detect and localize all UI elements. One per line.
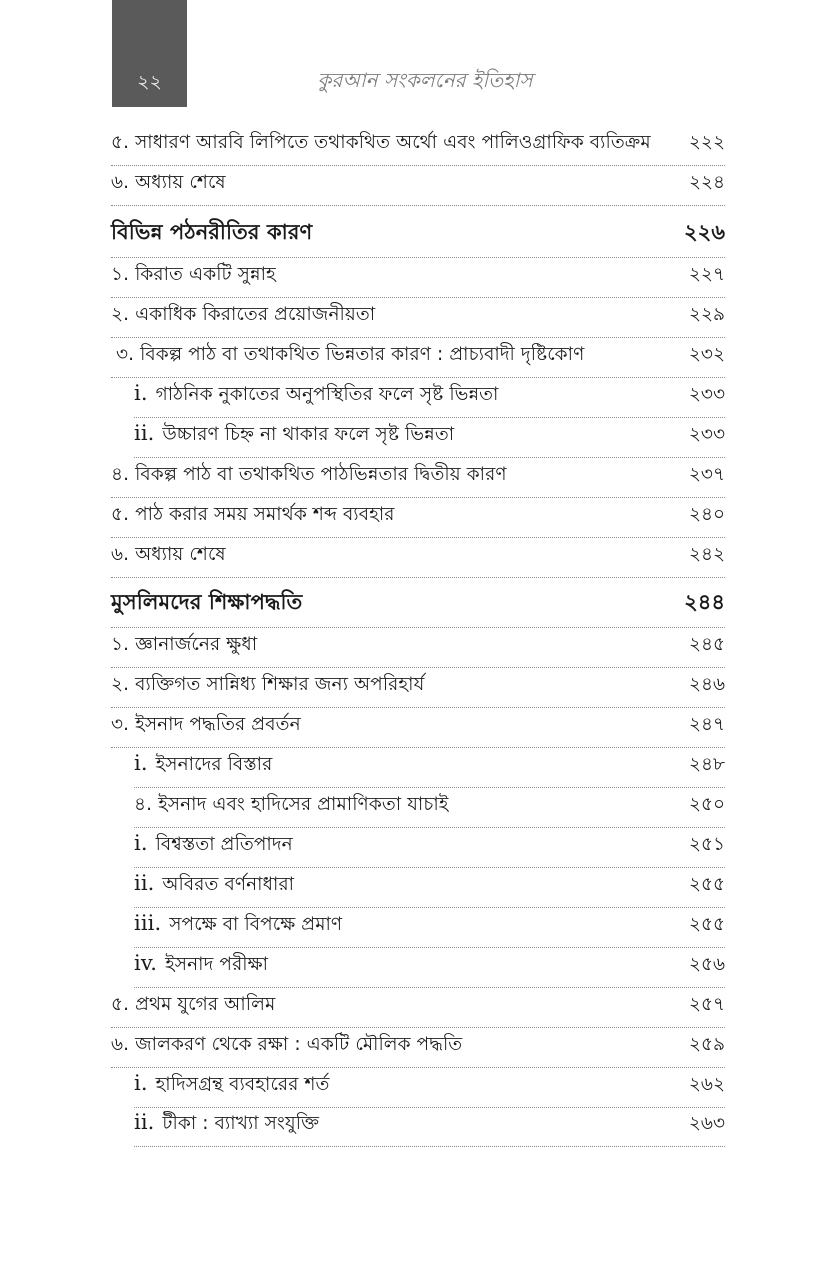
toc-entry[interactable]	[111, 628, 725, 668]
page-number: ২২	[137, 71, 162, 93]
toc-heading-page: ২৪৪	[684, 590, 725, 614]
toc-entry-label: i. বিশ্বস্ততা প্রতিপাদন	[134, 831, 293, 855]
toc-entry-page: ২৪০	[688, 504, 725, 525]
toc-subentry[interactable]	[134, 1107, 725, 1147]
toc-entry-page: ২৫৫	[688, 914, 725, 935]
toc-section-heading[interactable]	[111, 582, 725, 628]
toc-entry-page: ২৪৬	[688, 674, 725, 695]
toc-entry[interactable]	[111, 538, 725, 578]
toc-entry-page: ২৪৭	[688, 714, 725, 735]
page-number-tab	[112, 0, 187, 107]
toc-entry-page: ২৬২	[688, 1074, 725, 1095]
toc-entry[interactable]	[111, 668, 725, 708]
toc-entry[interactable]	[111, 258, 725, 298]
running-title: কুরআন সংকলনের ইতিহাস	[317, 68, 533, 92]
toc-heading-label: বিভিন্ন পঠনরীতির কারণ	[111, 220, 313, 244]
toc-entry-page: ২৩৭	[688, 464, 725, 485]
toc-subentry[interactable]	[134, 788, 725, 828]
toc-entry-page: ২৬৩	[688, 1113, 725, 1134]
toc-entry-page: ২২৭	[688, 264, 725, 285]
toc-entry-label: ৪. বিকল্প পাঠ বা তথাকথিত পাঠভিন্নতার দ্বিতীয় কারণ	[111, 464, 507, 485]
toc-entry-page: ২৫০	[688, 794, 725, 815]
toc-entry-label: ২. ব্যক্তিগত সান্নিধ্য শিক্ষার জন্য অপরিহার্য	[111, 674, 425, 695]
toc-subentry[interactable]	[134, 378, 725, 418]
toc-entry-label: i. গাঠনিক নুকাতের অনুপস্থিতির ফলে সৃষ্ট ভিন্নতা	[134, 381, 499, 405]
toc-entry-page: ২৪৫	[688, 634, 725, 655]
toc-entry-label: ৩. ইসনাদ পদ্ধতির প্রবর্তন	[111, 714, 301, 735]
toc-entry[interactable]	[111, 1028, 725, 1068]
toc-entry-label: ১. জ্ঞানার্জনের ক্ষুধা	[111, 634, 258, 655]
toc-entry[interactable]	[111, 126, 725, 166]
toc-entry-page: ২৫৭	[688, 994, 725, 1015]
toc-entry-label: ৪. ইসনাদ এবং হাদিসের প্রামাণিকতা যাচাই	[134, 794, 449, 815]
toc-entry[interactable]	[111, 708, 725, 748]
toc-entry[interactable]	[111, 298, 725, 338]
toc-subentry[interactable]	[134, 418, 725, 458]
toc-entry-page: ২৩২	[688, 344, 725, 365]
toc-entry-label: ১. কিরাত একটি সুন্নাহ	[111, 264, 276, 285]
toc-entry-page: ২৫৬	[688, 954, 725, 975]
toc-entry-page: ২৩৩	[688, 424, 725, 445]
toc-entry[interactable]	[111, 338, 725, 378]
toc-entry-label: ৫. সাধারণ আরবি লিপিতে তথাকথিত অর্থো এবং পালিওগ্রাফিক ব্যতিক্রম	[111, 132, 651, 153]
toc-entry-label: ৬. অধ্যায় শেষে	[111, 172, 226, 193]
toc-entry-page: ২২২	[688, 132, 725, 153]
toc-entry-label: i. ইসনাদের বিস্তার	[134, 751, 273, 775]
toc-heading-page: ২২৬	[684, 220, 725, 244]
toc-entry-label: ii. অবিরত বর্ণনাধারা	[134, 871, 295, 895]
toc-entry-page: ২৫৫	[688, 874, 725, 895]
toc-entry-label: ৬. অধ্যায় শেষে	[111, 544, 226, 565]
toc-subentry[interactable]	[134, 1068, 725, 1108]
toc-entry-label: ৫. প্রথম যুগের আলিম	[111, 994, 276, 1015]
toc-entry[interactable]	[111, 498, 725, 538]
toc-entry-label: ৬. জালকরণ থেকে রক্ষা : একটি মৌলিক পদ্ধতি	[111, 1034, 463, 1055]
toc-entry-label: ২. একাধিক কিরাতের প্রয়োজনীয়তা	[111, 304, 376, 325]
toc-entry-page: ২৪২	[688, 544, 725, 565]
toc-subentry[interactable]	[134, 748, 725, 788]
toc-subentry[interactable]	[134, 948, 725, 988]
toc-entry-page: ২৪৮	[688, 754, 725, 775]
toc-entry[interactable]	[111, 166, 725, 206]
toc-subentry[interactable]	[134, 908, 725, 948]
toc-entry[interactable]	[111, 988, 725, 1028]
toc-entry-label: iv. ইসনাদ পরীক্ষা	[134, 951, 269, 975]
toc-entry-label: ii. টীকা : ব্যাখ্যা সংযুক্তি	[134, 1110, 320, 1134]
toc-entry-label: iii. সপক্ষে বা বিপক্ষে প্রমাণ	[134, 911, 343, 935]
toc-entry-page: ২৫৯	[688, 1034, 725, 1055]
toc-entry-label: ii. উচ্চারণ চিহ্ন না থাকার ফলে সৃষ্ট ভিন্নতা	[134, 421, 455, 445]
toc-heading-label: মুসলিমদের শিক্ষাপদ্ধতি	[111, 590, 303, 614]
toc-entry-page: ২২৪	[688, 172, 725, 193]
toc-entry-label: ৫. পাঠ করার সময় সমার্থক শব্দ ব্যবহার	[111, 504, 395, 525]
toc-entry-page: ২৩৩	[688, 384, 725, 405]
toc-entry[interactable]	[111, 458, 725, 498]
toc-subentry[interactable]	[134, 868, 725, 908]
toc-section-heading[interactable]	[111, 212, 725, 258]
toc-entry-page: ২৫১	[688, 834, 725, 855]
toc-entry-page: ২২৯	[688, 304, 725, 325]
toc-subentry[interactable]	[134, 828, 725, 868]
toc-entry-label: i. হাদিসগ্রন্থ ব্যবহারের শর্ত	[134, 1071, 330, 1095]
toc-entry-label: ৩. বিকল্প পাঠ বা তথাকথিত ভিন্নতার কারণ : প্রাচ্যবাদী দৃষ্টিকোণ	[116, 344, 585, 365]
